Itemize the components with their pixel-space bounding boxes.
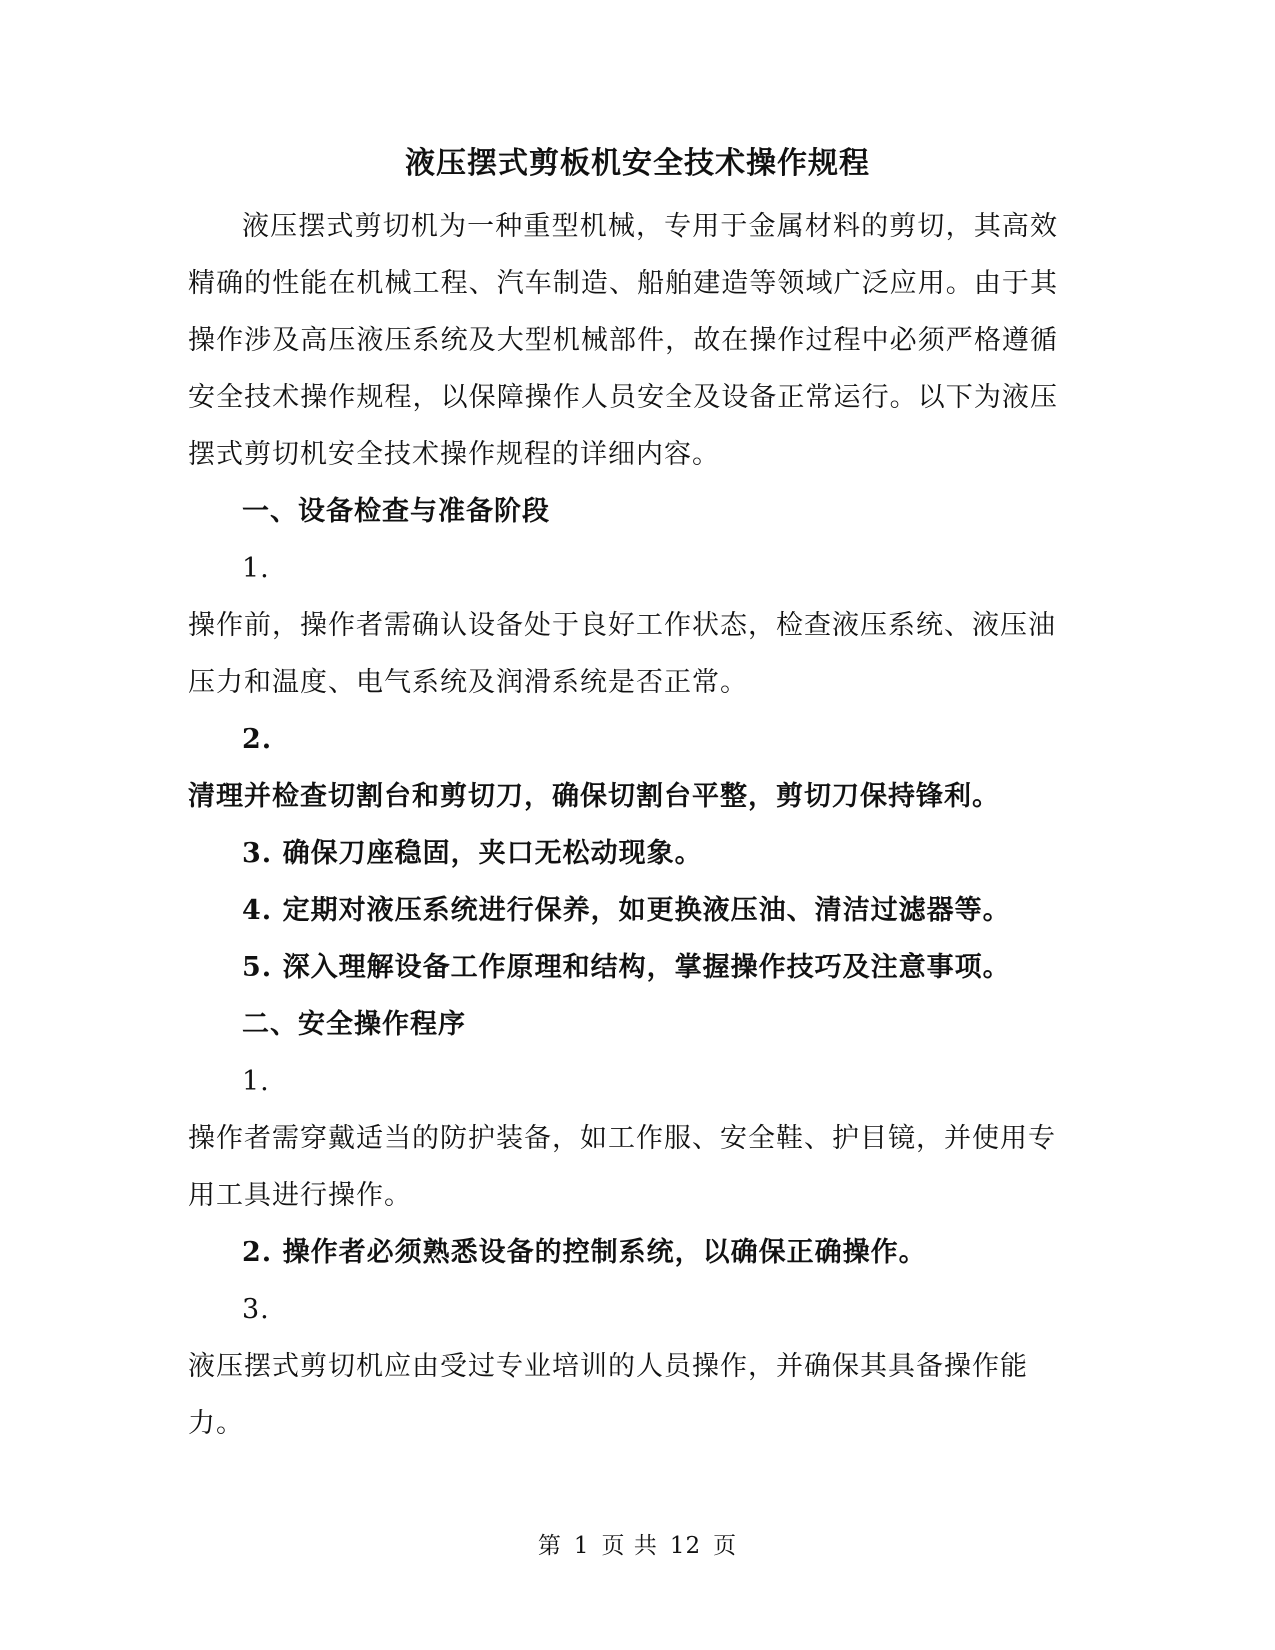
section-1-item-2-number: 2.: [242, 724, 273, 755]
footer-prefix: 第: [537, 1533, 562, 1559]
footer-page-number: 1: [573, 1533, 590, 1559]
section-1-item-3: 3. 确保刀座稳固，夹口无松动现象。: [242, 838, 703, 869]
footer-total-pages: 12: [669, 1533, 702, 1559]
footer-middle: 页 共: [601, 1533, 658, 1559]
section-1-heading: 一、设备检查与准备阶段: [242, 496, 550, 527]
intro-paragraph: 液压摆式剪切机为一种重型机械，专用于金属材料的剪切，其高效精确的性能在机械工程、汽车制造、船舶建造等领域广泛应用。由于其操作涉及高压液压系统及大型机械部件，故在操作过程中必须严格遵循安全技术操作规程，以保障操作人员安全及设备正常运行。以下为液压摆式剪切机安全技术操作规程的详细内容。: [188, 211, 1058, 470]
section-2-item-1-number: 1.: [242, 1066, 270, 1097]
section-2-item-2: 2. 操作者必须熟悉设备的控制系统，以确保正确操作。: [242, 1237, 927, 1268]
document-title: 液压摆式剪板机安全技术操作规程: [405, 146, 870, 181]
section-1-item-1-text: 操作前，操作者需确认设备处于良好工作状态，检查液压系统、液压油压力和温度、电气系统及润滑系统是否正常。: [188, 610, 1056, 698]
document-body: [188, 198, 1058, 1452]
section-1-item-5: 5. 深入理解设备工作原理和结构，掌握操作技巧及注意事项。: [242, 952, 1011, 983]
section-2-item-3-text: 液压摆式剪切机应由受过专业培训的人员操作，并确保其具备操作能力。: [188, 1351, 1028, 1439]
section-1-item-2-text: 清理并检查切割台和剪切刀，确保切割台平整，剪切刀保持锋利。: [188, 781, 1000, 812]
footer-suffix: 页: [713, 1533, 738, 1559]
section-1-item-4: 4. 定期对液压系统进行保养，如更换液压油、清洁过滤器等。: [242, 895, 1011, 926]
section-2-heading: 二、安全操作程序: [242, 1009, 466, 1040]
section-1-item-1-number: 1.: [242, 553, 270, 584]
section-2-item-3-number: 3.: [242, 1294, 270, 1325]
section-2-item-1-text: 操作者需穿戴适当的防护装备，如工作服、安全鞋、护目镜，并使用专用工具进行操作。: [188, 1123, 1056, 1211]
page-footer: [0, 1530, 1275, 1562]
